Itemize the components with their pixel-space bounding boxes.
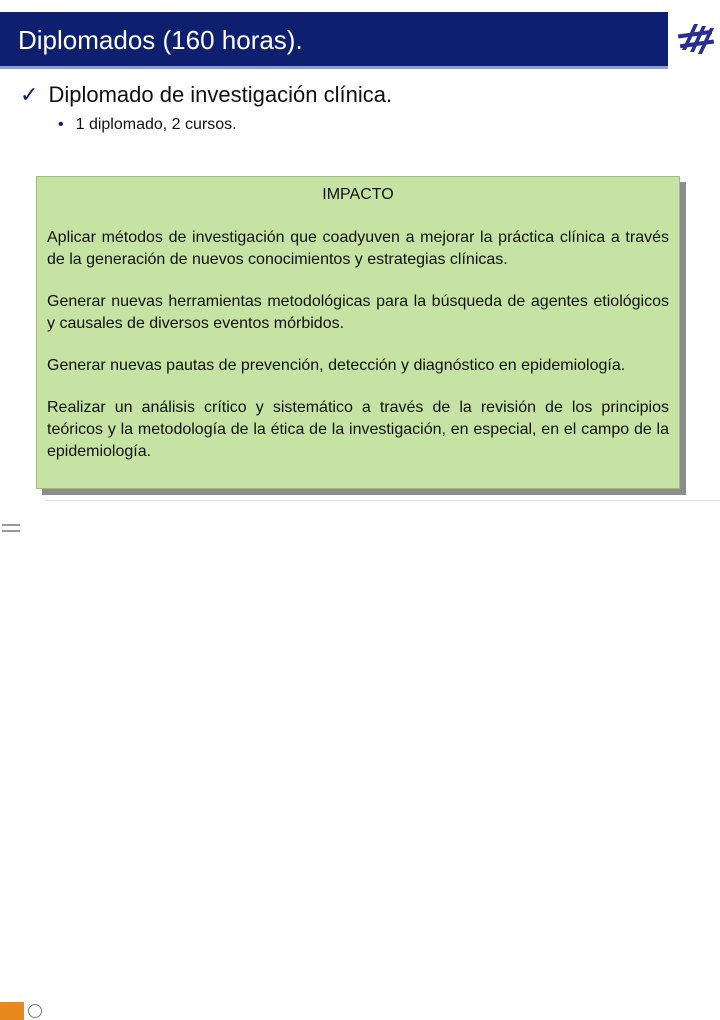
impact-paragraph: Aplicar métodos de investigación que coadyuven a mejorar la práctica clínica a través de la generación de nuevos conocimientos y estrategias clínicas. — [47, 229, 669, 268]
footer-divider — [46, 500, 720, 501]
institution-logo-icon — [672, 12, 720, 66]
impact-paragraph: Generar nuevas herramientas metodológicas para la búsqueda de agentes etiológicos y causales de diversos eventos mórbidos. — [47, 293, 669, 332]
section-heading — [20, 82, 392, 108]
title-bar — [0, 12, 668, 69]
bullet-icon: • — [58, 116, 64, 133]
footer-logo-icon — [0, 500, 46, 540]
footer-logo-line — [2, 530, 20, 532]
salud-logo-icon — [0, 1002, 24, 1020]
impact-box — [36, 176, 680, 489]
bullet-item — [58, 116, 237, 134]
impact-paragraph: Generar nuevas pautas de prevención, detección y diagnóstico en epidemiología. — [47, 357, 626, 374]
footer-logo-line — [2, 524, 20, 526]
impact-title: IMPACTO — [322, 186, 394, 203]
slide-title: Diplomados (160 horas). — [18, 25, 303, 55]
checkmark-icon: ✓ — [20, 83, 39, 108]
impact-paragraph: Realizar un análisis crítico y sistemático a través de la revisión de los principios teóricos y la metodología de la ética de la investigación, en especial, en el campo de la epidemiología. — [47, 399, 669, 460]
heading-text: Diplomado de investigación clínica. — [48, 82, 393, 107]
bullet-text: 1 diplomado, 2 cursos. — [75, 116, 237, 133]
seal-icon — [28, 1004, 42, 1018]
